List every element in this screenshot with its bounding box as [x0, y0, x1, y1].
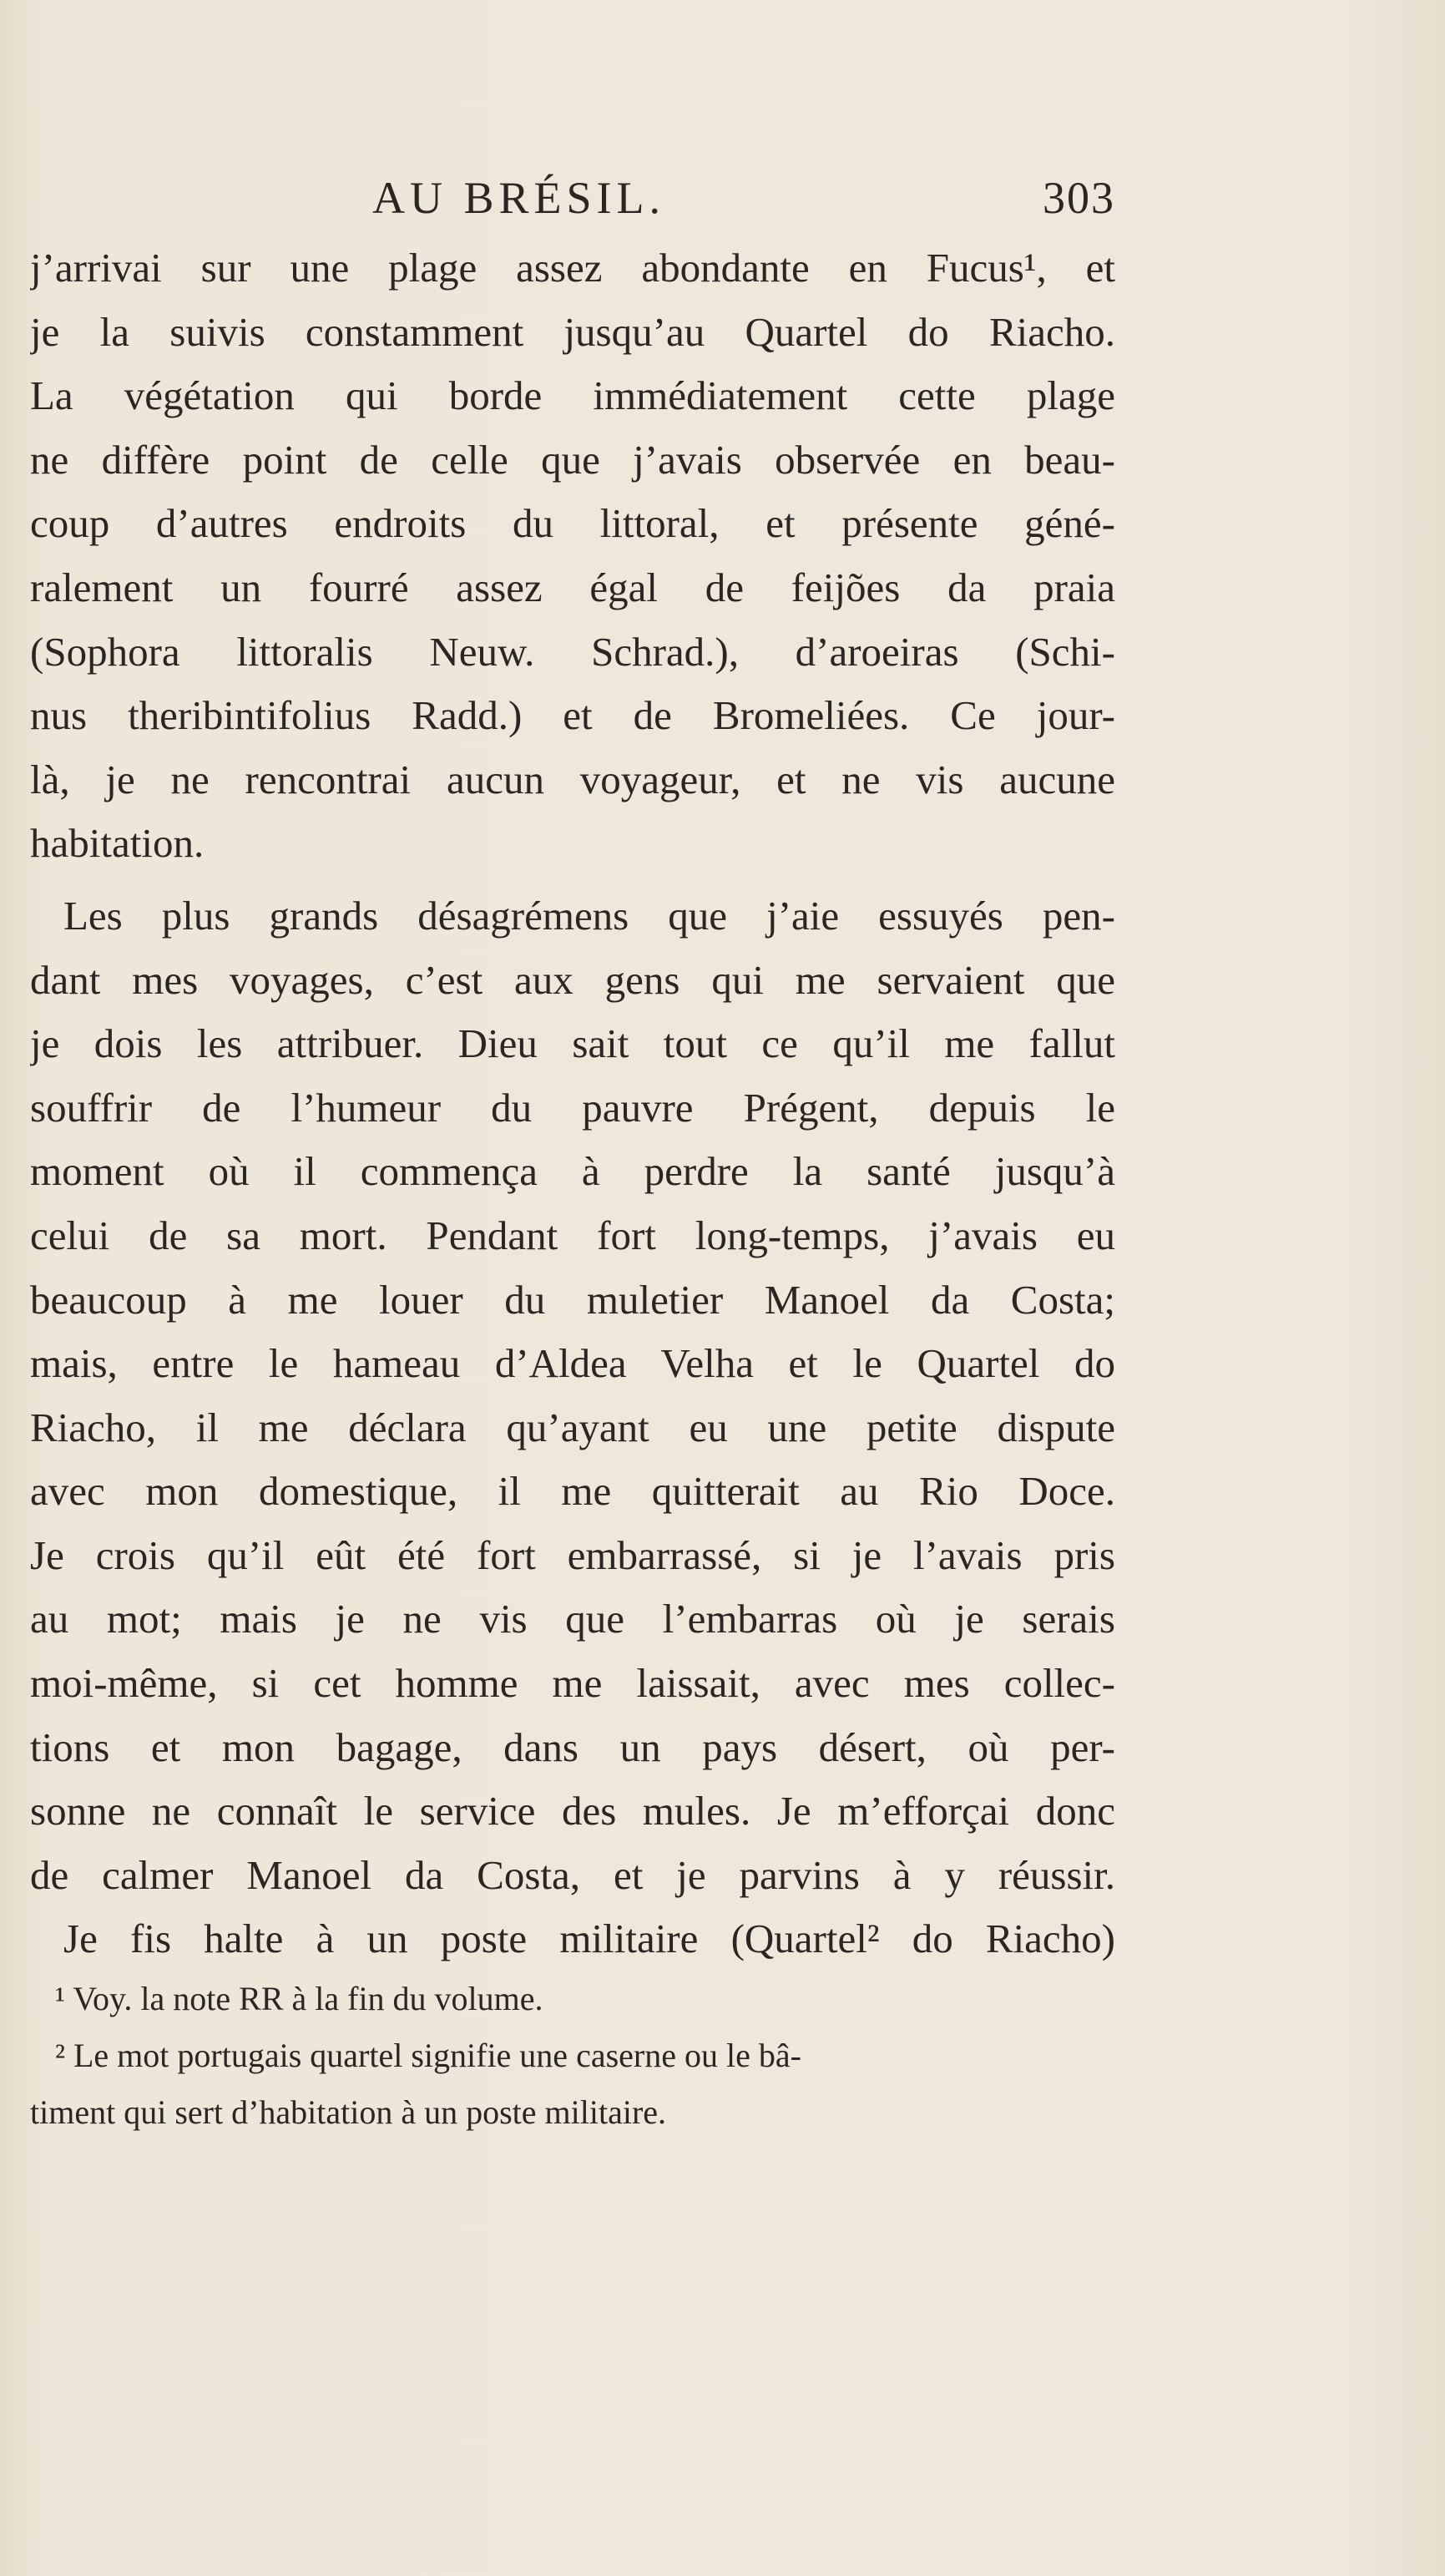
footnotes — [30, 1971, 1115, 2141]
text-line: Les plus grands désagrémens que j’aie essuyés pen- — [63, 892, 1115, 939]
text-line: tions et mon bagage, dans un pays désert, où per- — [30, 1723, 1115, 1770]
text-line: ne diffère point de celle que j’avais observée en beau- — [30, 436, 1115, 483]
text-line: moment où il commença à perdre la santé jusqu’à — [30, 1148, 1115, 1195]
text-line: beaucoup à me louer du muletier Manoel da Costa; — [30, 1276, 1115, 1323]
footnote-2-continued: timent qui sert d’habitation à un poste militaire. — [30, 2093, 667, 2131]
text-line: coup d’autres endroits du littoral, et présente géné- — [30, 500, 1115, 547]
body-text — [30, 236, 1115, 1971]
text-line: avec mon domestique, il me quitterait au Rio Doce. — [30, 1468, 1115, 1515]
text-line: souffrir de l’humeur du pauvre Prégent, depuis le — [30, 1084, 1115, 1131]
text-line: mais, entre le hameau d’Aldea Velha et le Quartel do — [30, 1340, 1115, 1387]
text-line: celui de sa mort. Pendant fort long-temps, j’avais eu — [30, 1212, 1115, 1258]
running-head — [30, 164, 1115, 230]
running-title: AU BRÉSIL. — [372, 173, 666, 223]
text-line: Je fis halte à un poste militaire (Quartel² do Riacho) — [63, 1916, 1115, 1962]
text-line: habitation. — [30, 820, 205, 867]
text-line: je dois les attribuer. Dieu sait tout ce qu’il me fallut — [30, 1020, 1115, 1067]
text-line: sonne ne connaît le service des mules. Je m’efforçai donc — [30, 1788, 1115, 1835]
text-line: (Sophora littoralis Neuw. Schrad.), d’aroeiras (Schi- — [30, 628, 1115, 675]
text-line: La végétation qui borde immédiatement cette plage — [30, 372, 1115, 419]
text-line: j’arrivai sur une plage assez abondante en Fucus¹, et — [30, 245, 1115, 291]
text-line: Riacho, il me déclara qu’ayant eu une petite dispute — [30, 1404, 1115, 1450]
text-line: moi-même, si cet homme me laissait, avec mes collec- — [30, 1660, 1115, 1707]
page-number: 303 — [1043, 173, 1115, 223]
paragraph-gap — [30, 876, 1115, 884]
text-line: nus theribintifolius Radd.) et de Bromeliées. Ce jour- — [30, 692, 1115, 739]
text-line: ralement un fourré assez égal de feijões da praia — [30, 564, 1115, 610]
text-line: je la suivis constamment jusqu’au Quartel do Riacho. — [30, 308, 1115, 355]
footnote-2: ² Le mot portugais quartel signifie une caserne ou le bâ- — [55, 2037, 801, 2074]
text-line: Je crois qu’il eût été fort embarrassé, si je l’avais pris — [30, 1531, 1115, 1578]
text-line: au mot; mais je ne vis que l’embarras où je serais — [30, 1596, 1115, 1642]
text-line: de calmer Manoel da Costa, et je parvins à y réussir. — [30, 1851, 1115, 1898]
footnote-1: ¹ Voy. la note RR à la fin du volume. — [55, 1980, 543, 2017]
text-line: là, je ne rencontrai aucun voyageur, et ne vis aucune — [30, 756, 1115, 802]
text-line: dant mes voyages, c’est aux gens qui me servaient que — [30, 956, 1115, 1003]
